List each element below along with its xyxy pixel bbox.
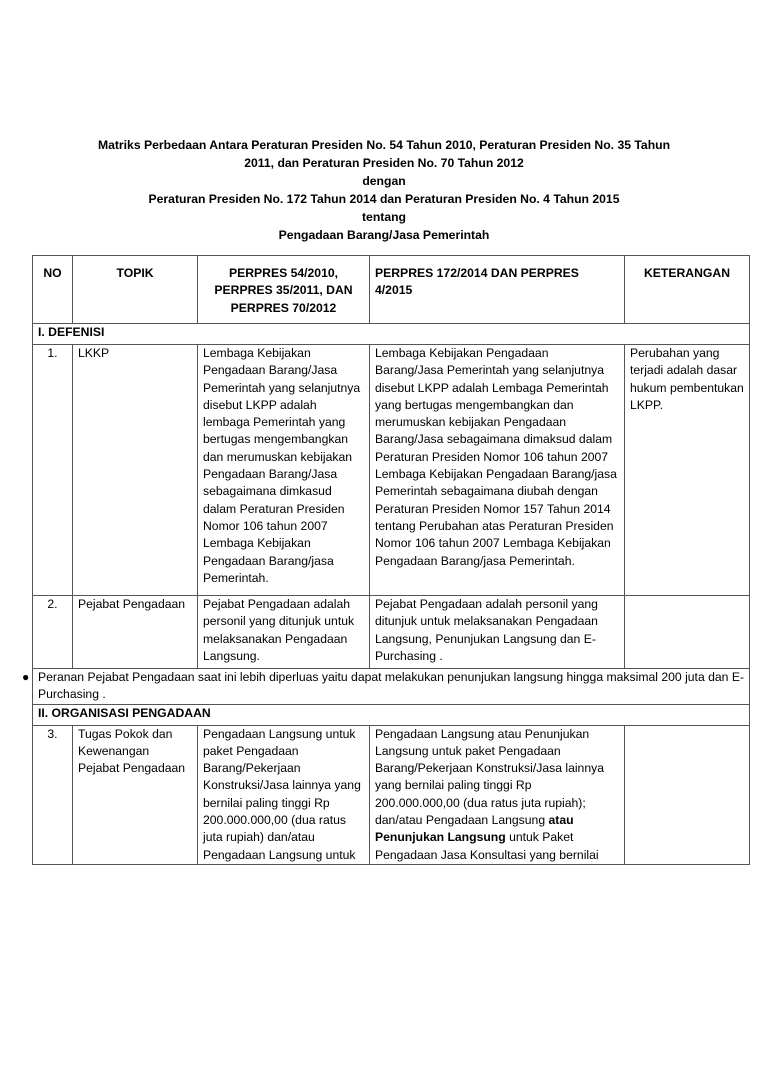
table-row [33, 725, 750, 864]
section-row [33, 704, 750, 725]
row-old-text: Lembaga Kebijakan Pengadaan Barang/Jasa Pemerintah yang selanjutnya disebut LKPP adalah lembaga Pemerintah yang bertugas mengembangkan dan merumuskan kebijakan Pengadaan Barang/Jasa sebagaimana dimkasud dalam Peraturan Presiden Nomor 106 tahun 2007 Lembaga Kebijakan Pengadaan Barang/jasa Pemerintah. [198, 345, 370, 596]
row-number: 1. [33, 345, 73, 596]
header-old-regulation: PERPRES 54/2010, PERPRES 35/2011, DAN PERPRES 70/2012 [198, 256, 370, 324]
title-line-3: dengan [362, 174, 406, 188]
row-new-text: Lembaga Kebijakan Pengadaan Barang/Jasa Pemerintah yang selanjutnya disebut LKPP adalah Lembaga Pemerintah yang bertugas mengembangkan dan merumuskan kebijakan Pengadaan Barang/Jasa sebagaimana dimaksud dalam Peraturan Presiden Nomor 106 tahun 2007 Lembaga Kebijakan Pengadaan Barang/jasa Pemerintah sebagaimana diubah dengan Peraturan Presiden Nomor 157 Tahun 2014 tentang Perubahan atas Peraturan Presiden Nomor 106 tahun 2007 Lembaga Kebijakan Pengadaan Barang/jasa Pemerintah. [370, 345, 625, 596]
bullet-note: Peranan Pejabat Pengadaan saat ini lebih diperluas yaitu dapat melakukan penunjukan langsung hingga maksimal 200 juta dan E-Purchasing . [38, 670, 745, 702]
title-line-6: Pengadaan Barang/Jasa Pemerintah [278, 228, 490, 242]
header-new-regulation: PERPRES 172/2014 DAN PERPRES 4/2015 [370, 256, 625, 324]
section-heading: II. ORGANISASI PENGADAAN [33, 704, 750, 725]
row-new-text: Pejabat Pengadaan adalah personil yang ditunjuk untuk melaksanakan Pengadaan Langsung, Penunjukan Langsung dan E-Purchasing . [370, 596, 625, 669]
section-row [33, 324, 750, 345]
row-number: 3. [33, 725, 73, 864]
table-row [33, 345, 750, 596]
bullet-note-row [33, 669, 750, 705]
row-old-text: Pengadaan Langsung untuk paket Pengadaan Barang/Pekerjaan Konstruksi/Jasa lainnya yang bernilai paling tinggi Rp 200.000.000,00 (dua ratus juta rupiah) dan/atau Pengadaan Langsung untuk [198, 725, 370, 864]
title-line-2: 2011, dan Peraturan Presiden No. 70 Tahun 2012 [244, 156, 524, 170]
row-new-text-part1: Pengadaan Langsung atau Penunjukan Langsung untuk paket Pengadaan Barang/Pekerjaan Konstruksi/Jasa lainnya yang bernilai paling tinggi Rp 200.000.000,00 (dua ratus juta rupiah); dan/atau Pengadaan Langsung [375, 726, 604, 828]
row-note: Perubahan yang terjadi adalah dasar hukum pembentukan LKPP. [625, 345, 750, 596]
row-new-text-bold2: Penunjukan Langsung [375, 830, 506, 845]
row-number: 2. [33, 596, 73, 669]
table-row [33, 596, 750, 669]
title-line-1: Matriks Perbedaan Antara Peraturan Presiden No. 54 Tahun 2010, Peraturan Presiden No. 35 Tahun [97, 138, 671, 152]
row-new-text-part2: untuk Paket Pengadaan Jasa Konsultasi yang bernilai [375, 830, 599, 862]
row-topic: LKKP [73, 345, 198, 596]
header-topik: TOPIK [73, 256, 198, 324]
row-new-text-bold1: atau [548, 813, 574, 828]
document-title [60, 136, 708, 244]
row-note [625, 725, 750, 864]
row-old-text: Pejabat Pengadaan adalah personil yang ditunjuk untuk melaksanakan Pengadaan Langsung. [198, 596, 370, 669]
section-heading: I. DEFENISI [33, 324, 750, 345]
row-note [625, 596, 750, 669]
comparison-table [22, 255, 750, 865]
title-line-5: tentang [361, 210, 406, 224]
row-new-text [370, 725, 625, 864]
row-topic: Pejabat Pengadaan [73, 596, 198, 669]
table-header-row [33, 256, 750, 324]
header-no: NO [33, 256, 73, 324]
row-topic: Tugas Pokok dan Kewenangan Pejabat Pengadaan [73, 725, 198, 864]
title-line-4: Peraturan Presiden No. 172 Tahun 2014 dan Peraturan Presiden No. 4 Tahun 2015 [148, 192, 620, 206]
header-keterangan: KETERANGAN [625, 256, 750, 324]
bullet-icon: ● [22, 670, 30, 684]
